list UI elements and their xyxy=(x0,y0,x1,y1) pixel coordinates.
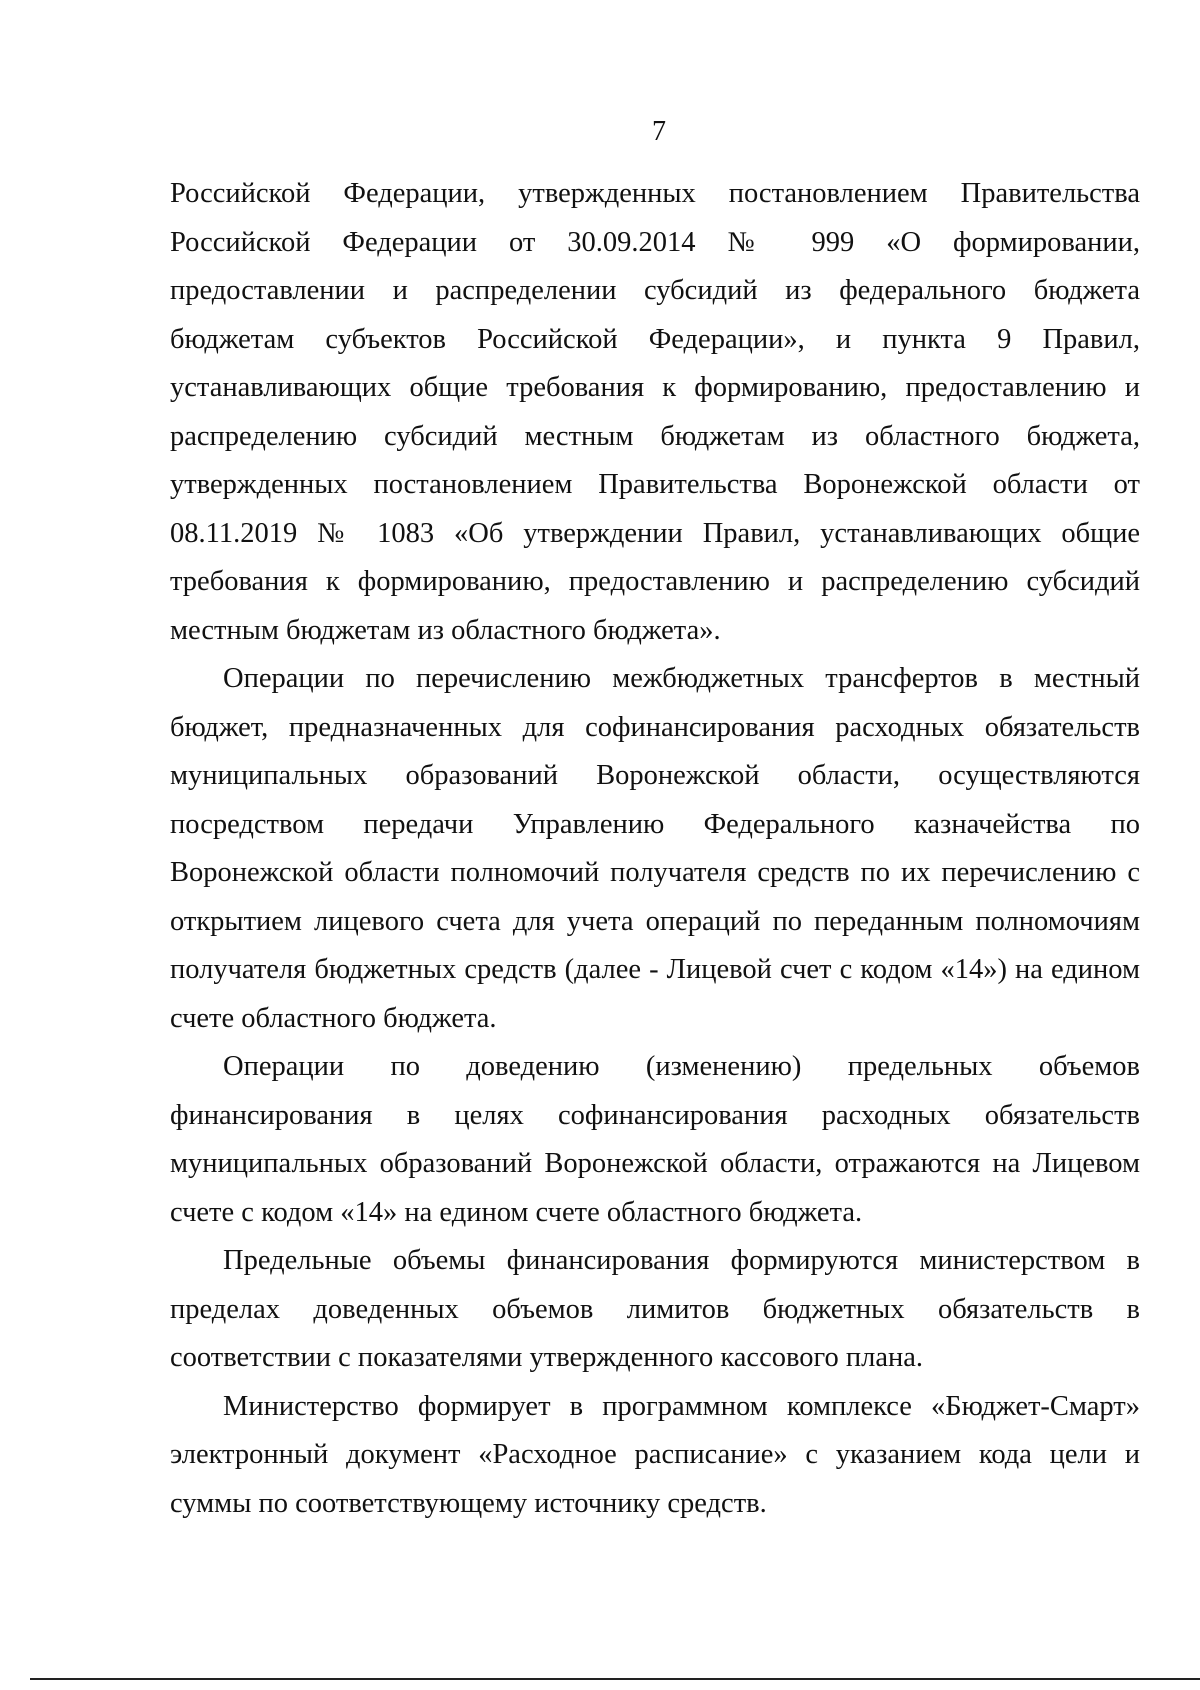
document-body xyxy=(170,170,1140,1528)
paragraph-financing-limits: Операции по доведению (изменению) предельных объемов финансирования в целях софинансирования расходных обязательств муниципальных образований Воронежской области, отражаются на Лицевом счете с кодом «14» на едином счете областного бюджета. xyxy=(170,1051,1140,1228)
paragraph-limits-formation: Предельные объемы финансирования формируются министерством в пределах доведенных объемов лимитов бюджетных обязательств в соответствии с показателями утвержденного кассового плана. xyxy=(170,1245,1140,1373)
paragraph-transfer-operations: Операции по перечислению межбюджетных трансфертов в местный бюджет, предназначенных для софинансирования расходных обязательств муниципальных образований Воронежской области, осуществляются посредством передачи Управлению Федерального казначейства по Воронежской области полномочий получателя средств по их перечислению с открытием лицевого счета для учета операций по переданным полномочиям получателя бюджетных средств (далее - Лицевой счет с кодом «14») на едином счете областного бюджета. xyxy=(170,663,1140,1034)
paragraph-continuation: Российской Федерации, утвержденных постановлением Правительства Российской Федерации от 30.09.2014 № 999 «О формировании, предоставлении и распределении субсидий из федерального бюджета бюджетам субъектов Российской Федерации», и пункта 9 Правил, устанавливающих общие требования к формированию, предоставлению и распределению субсидий местным бюджетам из областного бюджета, утвержденных постановлением Правительства Воронежской области от 08.11.2019 № 1083 «Об утверждении Правил, устанавливающих общие требования к формированию, предоставлению и распределению субсидий местным бюджетам из областного бюджета». xyxy=(170,178,1140,646)
bottom-divider xyxy=(30,1678,1200,1680)
paragraph-electronic-document: Министерство формирует в программном комплексе «Бюджет-Смарт» электронный документ «Расходное расписание» с указанием кода цели и суммы по соответствующему источнику средств. xyxy=(170,1390,1140,1519)
page-number: 7 xyxy=(652,116,666,147)
